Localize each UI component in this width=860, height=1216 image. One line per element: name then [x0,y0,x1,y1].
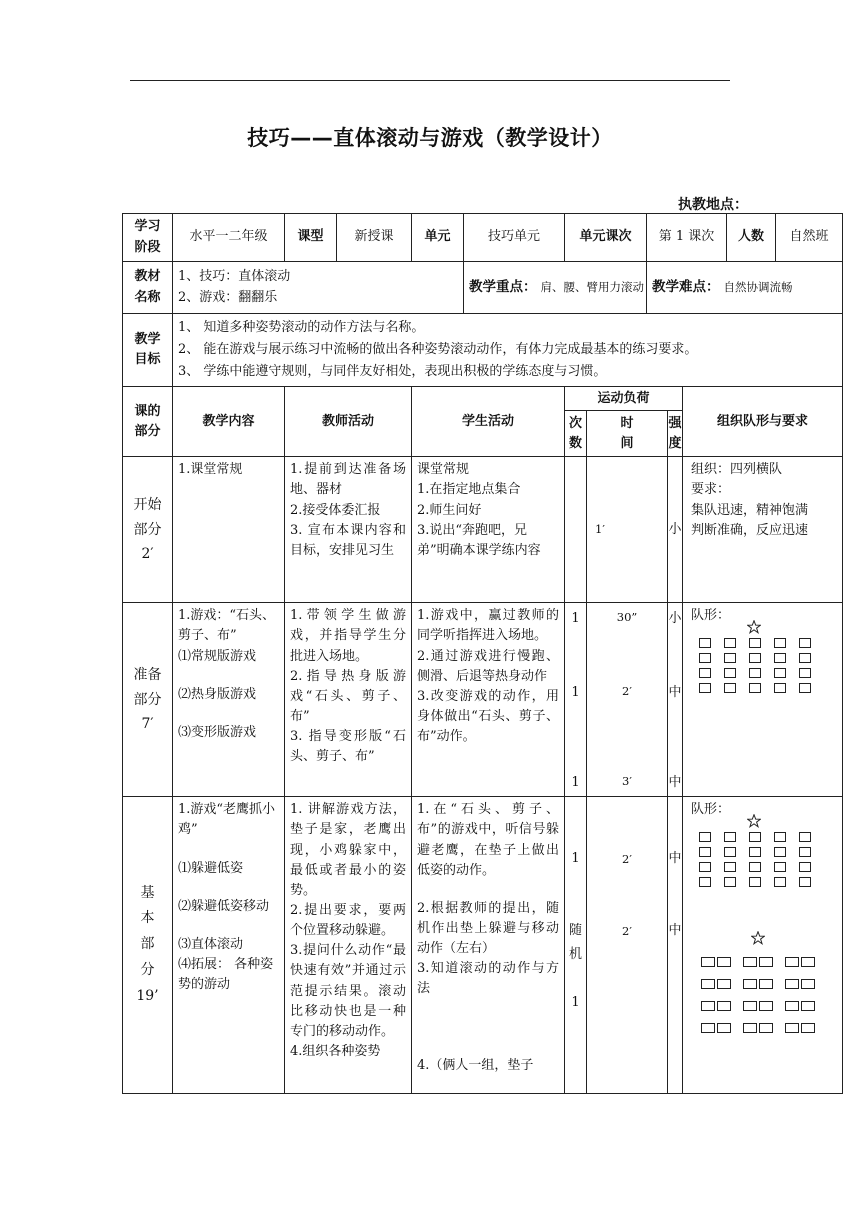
student-marker [799,668,811,678]
student-marker [785,1001,799,1011]
student-marker [743,957,757,967]
prep-section-row [123,603,843,797]
student-marker [799,832,811,842]
teacher-star-icon [747,814,761,828]
basic-teacher: 1. 讲解游戏方法，垫子是家，老鹰出现，小鸡躲家中，最低或者最小的姿势。 2.提出要求，要两个位置移动躲避。 3.提问什么动作“最快速有效”并通过示范提示结果。滚动比移动快也是一种专门的移动动作。 4.组织各种姿势 [285,797,412,1094]
intensity-header: 强 度 [668,411,683,457]
student-marker [724,847,736,857]
goals-row [123,314,843,387]
student-header: 学生活动 [412,387,565,457]
student-marker [749,847,761,857]
student-pair-marker [701,979,731,989]
load-header: 运动负荷 [565,387,683,411]
student-marker [717,1001,731,1011]
student-marker [699,847,711,857]
student-marker [801,1023,815,1033]
prep-student: 1.游戏中，赢过教师的同学听指挥进入场地。 2.通过游戏进行慢跑、侧滑、后退等热身动作 3.改变游戏的动作，用身体做出“石头、剪子、布”动作。 [412,603,565,797]
prep-formation-grid [699,638,837,693]
student-pair-marker [701,957,731,967]
student-marker [785,979,799,989]
basic-part-label: 基 本 部 分 19’ [123,797,173,1094]
student-pair-marker [785,979,815,989]
key-point [464,262,647,314]
lesson-plan-table [122,213,843,1094]
basic-student: 1.在“石头、剪子、布”的游戏中，听信号躲避老鹰，在垫子上做出低姿的动作。 2.根据教师的提出，随机作出垫上躲避与移动动作（左右） 3.知道滚动的动作与方法 4.（俩人一组，垫子 [412,797,565,1094]
header-rule [130,80,730,81]
key-point-label: 教学重点： [469,279,537,296]
student-marker [749,862,761,872]
student-marker [699,638,711,648]
part-header: 课的 部分 [123,387,173,457]
student-pair-marker [743,957,773,967]
student-marker [743,1001,757,1011]
prep-times: 1 1 1 [565,603,587,797]
goal-item: 2、 能在游戏与展示练习中流畅的做出各种姿势滚动动作，有体力完成最基本的练习要求。 [178,342,698,358]
times-header: 次 数 [565,411,587,457]
start-student: 课堂常规 1.在指定地点集合 2.师生问好 3.说出“奔跑吧，兄弟”明确本课学练内容 [412,457,565,603]
student-marker [699,832,711,842]
student-pair-marker [785,1023,815,1033]
student-marker [759,1001,773,1011]
student-marker [799,638,811,648]
start-times [565,457,587,603]
student-marker [799,653,811,663]
content-header: 教学内容 [173,387,285,457]
student-marker [743,1023,757,1033]
goal-item: 1、 知道多种姿势滚动的动作方法与名称。 [178,320,425,335]
start-content: 1.课堂常规 [173,457,285,603]
student-marker [701,1001,715,1011]
student-marker [701,957,715,967]
student-marker [724,683,736,693]
student-marker [749,683,761,693]
basic-times: 1 随 机 1 [565,797,587,1094]
student-marker [724,862,736,872]
student-marker [717,1023,731,1033]
student-marker [801,1001,815,1011]
start-section-row [123,457,843,603]
time-header: 时 间 [587,411,668,457]
goal-item: 3、 学练中能遵守规则，与同伴友好相处，表现出积极的学练态度与习惯。 [178,364,607,380]
goals-label: 教学 目标 [123,314,173,387]
student-marker [799,683,811,693]
student-marker [724,638,736,648]
student-marker [774,862,786,872]
student-marker [801,957,815,967]
student-marker [724,877,736,887]
prep-org [683,603,843,797]
prep-formation-label: 队形： [691,608,731,624]
student-pair-marker [701,1023,731,1033]
student-pair-marker [701,1001,731,1011]
pair-formation-grid [701,957,837,1033]
student-marker [799,847,811,857]
student-marker [701,1023,715,1033]
student-marker [774,847,786,857]
org-header: 组织队形与要求 [683,387,843,457]
teacher-star-icon [747,620,761,634]
student-marker [724,832,736,842]
student-pair-marker [743,979,773,989]
student-pair-marker [785,1001,815,1011]
student-marker [717,979,731,989]
prep-content: 1.游戏：“石头、剪子、布” ⑴常规版游戏 ⑵热身版游戏 ⑶变形版游戏 [173,603,285,797]
prep-part-label: 准备 部分 7′ [123,603,173,797]
student-marker [749,877,761,887]
start-intensity: 小 [668,457,683,603]
student-marker [749,638,761,648]
student-marker [759,957,773,967]
unit-lesson-value: 第 1 课次 [647,214,727,262]
materials-label: 教材 名称 [123,262,173,314]
student-marker [774,832,786,842]
materials-items: 1、技巧：直体滚动 2、游戏：翻翻乐 [173,262,464,314]
unit-lesson-label: 单元课次 [565,214,647,262]
location-label: 执教地点： [678,197,748,213]
student-marker [801,979,815,989]
student-marker [774,683,786,693]
student-marker [724,653,736,663]
student-marker [724,668,736,678]
info-row [123,214,843,262]
basic-formation-label: 队形： [691,802,731,818]
student-marker [699,877,711,887]
count-value: 自然班 [776,214,843,262]
student-marker [774,668,786,678]
student-marker [701,979,715,989]
student-marker [799,862,811,872]
stage-value: 水平一二年级 [173,214,285,262]
student-marker [699,653,711,663]
basic-section-row [123,797,843,1094]
student-marker [749,668,761,678]
goals-list [173,314,843,387]
basic-intensity: 中 中 [668,797,683,1094]
header-row-top [123,387,843,411]
student-marker [774,638,786,648]
start-org: 组织：四列横队 要求： 集队迅速，精神饱满 判断准确，反应迅速 [683,457,843,603]
start-time: 1′ [587,457,668,603]
basic-formation-grid [699,832,837,887]
basic-content: 1.游戏“老鹰抓小鸡” ⑴躲避低姿 ⑵躲避低姿移动 ⑶直体滚动 ⑷拓展： 各种姿势的游动 [173,797,285,1094]
teacher-star-icon [751,931,765,945]
difficulty-label: 教学难点： [652,279,720,296]
student-marker [699,683,711,693]
basic-org [683,797,843,1094]
student-marker [774,877,786,887]
type-value: 新授课 [337,214,412,262]
teacher-header: 教师活动 [285,387,412,457]
prep-intensity: 小 中 中 [668,603,683,797]
basic-time: 2′ 2′ [587,797,668,1094]
prep-time: 30” 2′ 3′ [587,603,668,797]
prep-teacher: 1.带领学生做游戏，并指导学生分批进入场地。 2.指导热身版游戏“石头、剪子、布” 3. 指导变形版“石头、剪子、布” [285,603,412,797]
start-part-label: 开始 部分 2′ [123,457,173,603]
student-pair-marker [743,1001,773,1011]
student-marker [749,832,761,842]
start-teacher: 1.提前到达准备场地、器材 2.接受体委汇报 3. 宣布本课内容和目标，安排见习生 [285,457,412,603]
count-label: 人数 [727,214,776,262]
student-marker [785,957,799,967]
student-pair-marker [785,957,815,967]
unit-value: 技巧单元 [464,214,565,262]
stage-label: 学习 阶段 [123,214,173,262]
student-marker [743,979,757,989]
student-marker [759,979,773,989]
student-marker [717,957,731,967]
difficulty [647,262,843,314]
student-marker [785,1023,799,1033]
type-label: 课型 [285,214,337,262]
student-marker [699,668,711,678]
student-marker [699,862,711,872]
student-marker [749,653,761,663]
difficulty-value: 自然协调流畅 [723,279,793,294]
materials-row [123,262,843,314]
key-point-value: 肩、腰、臂用力滚动 [540,279,644,294]
unit-label: 单元 [412,214,464,262]
page-title: 技巧——直体滚动与游戏（教学设计） [247,126,613,150]
student-marker [799,877,811,887]
student-marker [774,653,786,663]
student-marker [759,1023,773,1033]
student-pair-marker [743,1023,773,1033]
